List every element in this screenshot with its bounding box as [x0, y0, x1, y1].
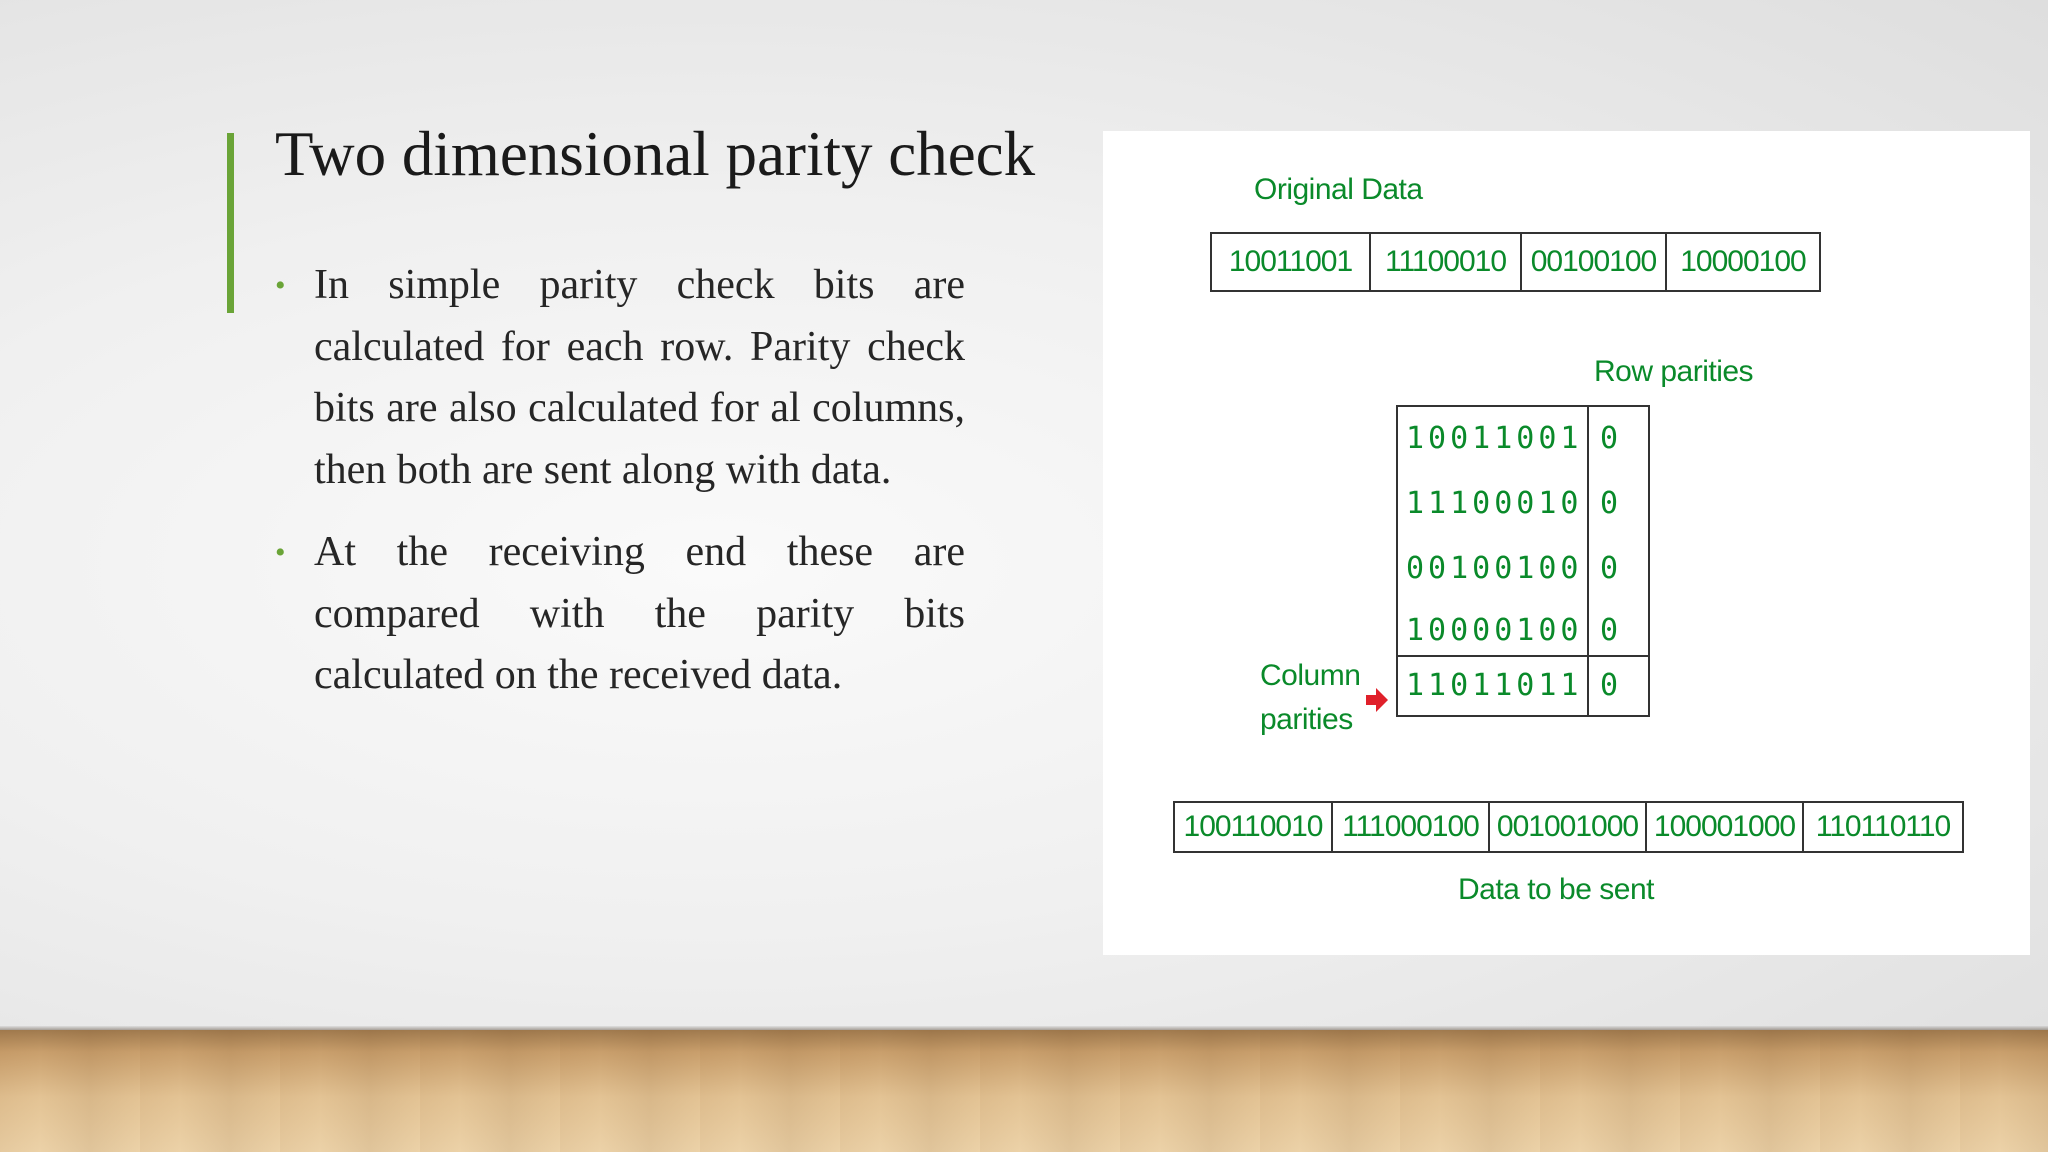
bullet-dot-icon: • [275, 536, 286, 569]
original-data-cell: 00100100 [1520, 234, 1665, 290]
bullet-list [275, 255, 965, 728]
sent-data-cell: 001001000 [1488, 803, 1645, 851]
bullet-item [275, 522, 965, 707]
bullet-text: At the receiving end these are compared with the parity bits calculated on the received data. [314, 529, 965, 698]
row-bits: 00100100 [1406, 551, 1583, 586]
matrix-row [1398, 543, 1648, 593]
bullet-item [275, 255, 965, 501]
red-arrow-icon [1366, 688, 1388, 712]
original-data-cell: 10011001 [1228, 245, 1353, 278]
row-parities-label: Row parities [1594, 355, 1754, 388]
matrix-divider [1398, 655, 1648, 657]
column-parities-label: Column [1260, 659, 1361, 692]
column-parities-label: parities [1260, 703, 1353, 736]
parity-matrix [1396, 405, 1650, 717]
sent-data-row [1173, 801, 1964, 853]
sent-data-cell: 110110110 [1802, 803, 1962, 851]
sent-data-cell: 100110010 [1183, 810, 1323, 843]
original-data-cell: 10000100 [1665, 234, 1819, 290]
parity-diagram [1103, 131, 2030, 955]
sent-data-cell: 100001000 [1645, 803, 1802, 851]
slide-title: Two dimensional parity check [275, 119, 1036, 189]
title-accent-bar [227, 133, 234, 313]
original-data-label: Original Data [1254, 173, 1423, 206]
row-bits: 11100010 [1406, 486, 1583, 521]
data-to-be-sent-label: Data to be sent [1458, 873, 1654, 906]
wood-floor [0, 1030, 2048, 1152]
row-bits: 10011001 [1406, 421, 1583, 456]
row-parity: 0 [1600, 613, 1619, 648]
row-bits: 10000100 [1406, 613, 1583, 648]
column-parity-bits: 11011011 [1406, 668, 1583, 703]
bullet-dot-icon: • [275, 269, 286, 302]
sent-data-cell: 111000100 [1331, 803, 1488, 851]
original-data-cell: 11100010 [1369, 234, 1520, 290]
column-parity-row [1398, 660, 1648, 710]
matrix-row [1398, 413, 1648, 463]
original-data-row [1210, 232, 1821, 292]
row-parity: 0 [1600, 421, 1619, 456]
bullet-text: In simple parity check bits are calculated for each row. Parity check bits are also calculated for al columns, then both are sent along with data. [314, 262, 965, 493]
row-parity: 0 [1600, 551, 1619, 586]
row-parity: 0 [1600, 486, 1619, 521]
matrix-row [1398, 605, 1648, 655]
column-parity-bit: 0 [1600, 668, 1619, 703]
matrix-row [1398, 478, 1648, 528]
